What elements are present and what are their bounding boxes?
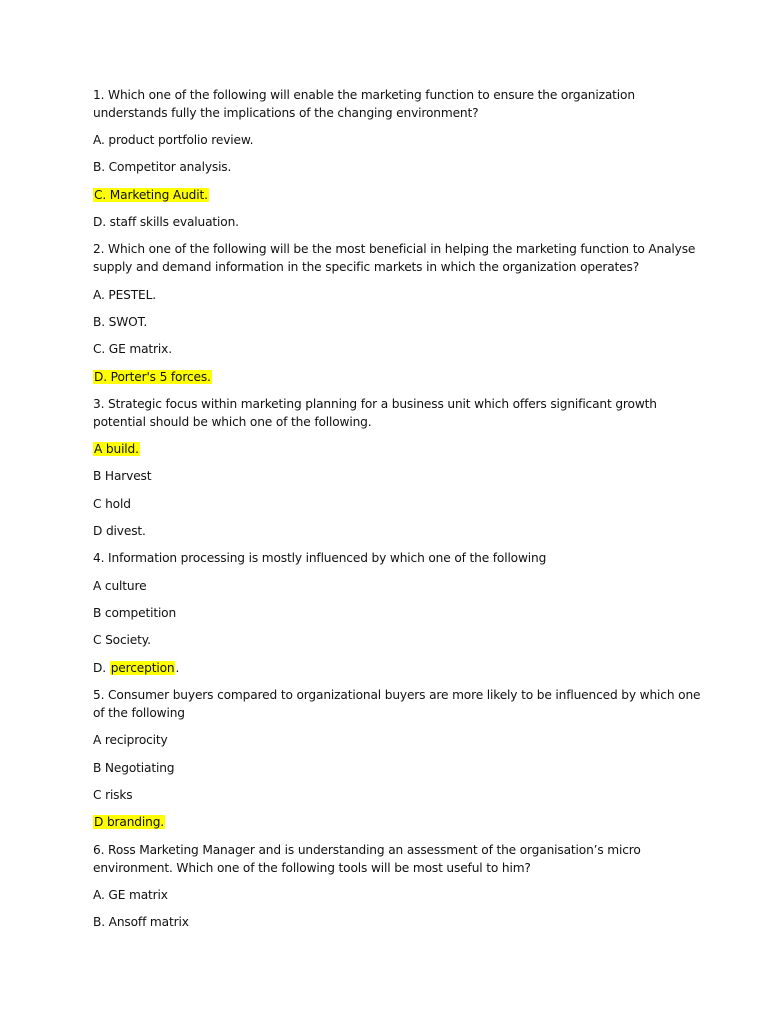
- question-1-option-d: D. staff skills evaluation.: [93, 215, 239, 229]
- answer-highlight: A build.: [94, 442, 139, 456]
- question-1-stem: 1. Which one of the following will enable the marketing function to ensure the organization: [93, 88, 635, 102]
- question-4-option-c: C Society.: [93, 633, 151, 647]
- answer-highlight: D branding.: [94, 815, 165, 829]
- question-5-option-a: A reciprocity: [93, 733, 168, 747]
- option-prefix: D.: [93, 661, 110, 675]
- question-5-stem-continued: of the following: [93, 706, 185, 720]
- question-5-stem: 5. Consumer buyers compared to organizational buyers are more likely to be influenced by which one: [93, 688, 701, 702]
- question-1-option-b: B. Competitor analysis.: [93, 160, 232, 174]
- question-4-option-b: B competition: [93, 606, 177, 620]
- question-1-option-a: A. product portfolio review.: [93, 133, 254, 147]
- question-4-stem: 4. Information processing is mostly influenced by which one of the following: [93, 551, 547, 565]
- question-6-stem: 6. Ross Marketing Manager and is understanding an assessment of the organisation’s micro: [93, 843, 641, 857]
- question-2-stem-continued: supply and demand information in the specific markets in which the organization operates?: [93, 260, 640, 274]
- question-1-option-c-answer: [93, 186, 209, 204]
- question-5-option-d-answer: [93, 813, 165, 831]
- option-suffix: .: [175, 661, 180, 675]
- question-3-option-c: C hold: [93, 497, 131, 511]
- question-4-option-d-answer: [93, 659, 179, 677]
- question-3-option-b: B Harvest: [93, 469, 152, 483]
- question-5-option-b: B Negotiating: [93, 761, 175, 775]
- answer-highlight: perception: [110, 661, 175, 675]
- question-2-option-c: C. GE matrix.: [93, 342, 172, 356]
- question-1-stem-continued: understands fully the implications of the changing environment?: [93, 106, 479, 120]
- question-2-stem: 2. Which one of the following will be the most beneficial in helping the marketing function to Analyse: [93, 242, 696, 256]
- question-6-option-b: B. Ansoff matrix: [93, 915, 189, 929]
- question-2-option-b: B. SWOT.: [93, 315, 148, 329]
- question-6-stem-continued: environment. Which one of the following tools will be most useful to him?: [93, 861, 531, 875]
- question-5-option-c: C risks: [93, 788, 133, 802]
- question-3-stem-continued: potential should be which one of the following.: [93, 415, 372, 429]
- question-6-option-a: A. GE matrix: [93, 888, 168, 902]
- question-4-option-a: A culture: [93, 579, 147, 593]
- question-3-stem: 3. Strategic focus within marketing planning for a business unit which offers significant growth: [93, 397, 657, 411]
- question-2-option-a: A. PESTEL.: [93, 288, 156, 302]
- question-3-option-a-answer: [93, 440, 140, 458]
- answer-highlight: D. Porter's 5 forces.: [94, 370, 211, 384]
- question-3-option-d: D divest.: [93, 524, 146, 538]
- question-2-option-d-answer: [93, 368, 212, 386]
- answer-highlight: C. Marketing Audit.: [94, 188, 208, 202]
